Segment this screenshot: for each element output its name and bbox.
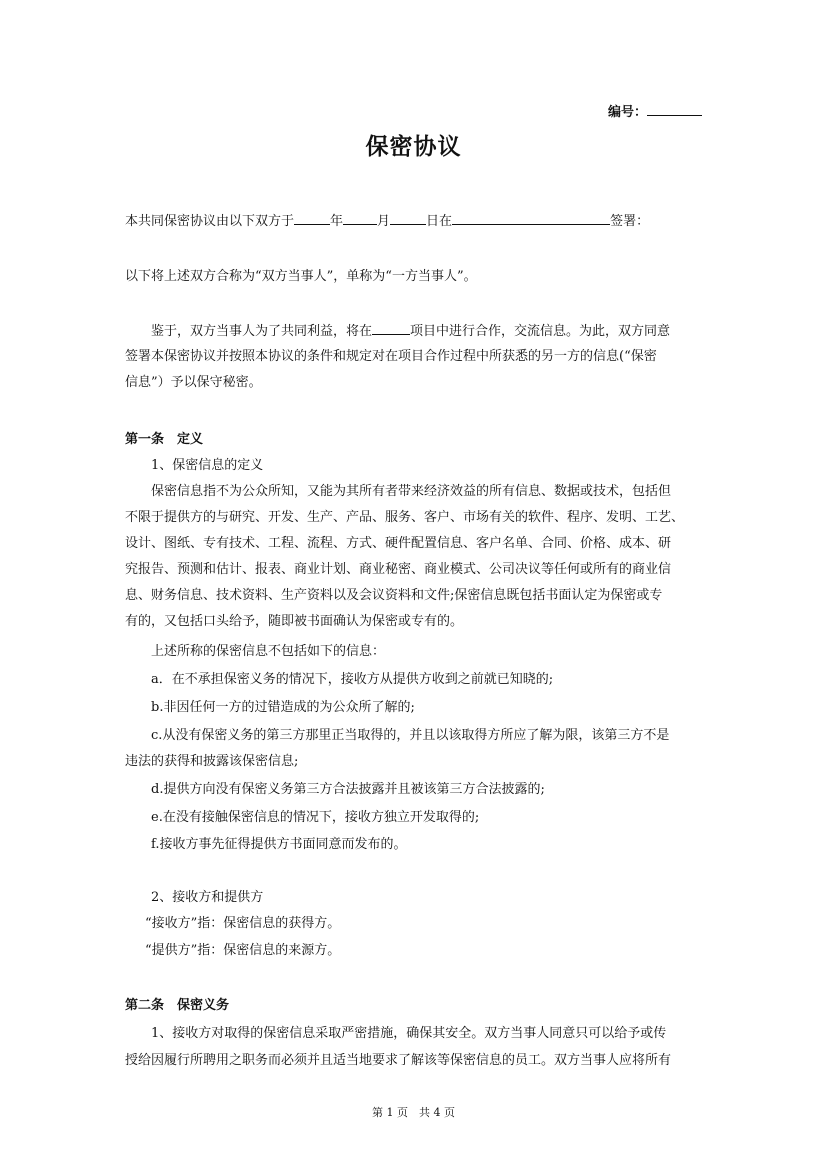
exclusion-item-b: b.非因任何一方的过错造成的为公众所了解的; xyxy=(151,700,415,715)
intro-paragraph-3-line-3: 信息”）予以保守秘密。 xyxy=(125,375,262,390)
article-1-heading: 第一条 定义 xyxy=(125,432,204,447)
intro-paragraph-3-line-2: 签署本保密协议并按照本协议的条件和规定对在项目合作过程中所获悉的另一方的信息(“保密 xyxy=(125,349,657,364)
year-blank xyxy=(294,212,330,225)
intro-paragraph-3-line-1 xyxy=(151,320,670,339)
serial-number xyxy=(608,101,702,120)
month-blank xyxy=(343,212,377,225)
article-2-heading: 第二条 保密义务 xyxy=(125,998,230,1013)
page-footer: 第 1 页 共 4 页 xyxy=(372,1106,455,1119)
document-title: 保密协议 xyxy=(365,133,462,160)
intro-paragraph-1 xyxy=(125,210,649,229)
serial-label: 编号： xyxy=(607,105,647,120)
exclusions-intro: 上述所称的保密信息不包括如下的信息： xyxy=(151,644,386,659)
exclusion-item-a: a．在不承担保密义务的情况下，接收方从提供方收到之前就已知晓的; xyxy=(151,672,554,687)
exclusion-item-e: e.在没有接触保密信息的情况下，接收方独立开发取得的; xyxy=(151,810,480,825)
paragraph-line: 不限于提供方的与研究、开发、生产、产品、服务、客户、市场有关的软件、程序、发明、工艺、 xyxy=(125,510,685,525)
project-blank xyxy=(372,322,410,335)
year-label: 年 xyxy=(330,214,344,229)
article-1-section-1-title: 1、保密信息的定义 xyxy=(151,458,264,473)
day-blank xyxy=(390,212,426,225)
day-label: 日在 xyxy=(426,214,453,229)
exclusion-item-f: f.接收方事先征得提供方书面同意而发布的。 xyxy=(151,837,407,852)
paragraph-line: 有的，又包括口头给予，随即被书面确认为保密或专有的。 xyxy=(125,614,464,629)
definition-receiver: “接收方”指：保密信息的获得方。 xyxy=(145,916,341,931)
definition-provider: “提供方”指：保密信息的来源方。 xyxy=(145,943,341,958)
paragraph-line: 设计、图纸、专有技术、工程、流程、方式、硬件配置信息、客户名单、合同、价格、成本、研 xyxy=(125,536,672,551)
paragraph-line: 究报告、预测和估计、报表、商业计划、商业秘密、商业模式、公司决议等任何或所有的商业信 xyxy=(125,562,672,577)
paragraph-line: 授给因履行所聘用之职务而必须并且适当地要求了解该等保密信息的员工。双方当事人应将所有 xyxy=(125,1053,672,1068)
exclusion-item-d: d.提供方向没有保密义务第三方合法披露并且被该第三方合法披露的; xyxy=(151,782,545,797)
month-label: 月 xyxy=(377,214,391,229)
intro-paragraph-2: 以下将上述双方合称为“双方当事人”，单称为“一方当事人”。 xyxy=(125,269,477,284)
paragraph-line: 息、财务信息、技术资料、生产资料以及会议资料和文件;保密信息既包括书面认定为保密或专 xyxy=(125,588,663,603)
serial-blank xyxy=(647,101,702,116)
sign-label: 签署： xyxy=(610,214,650,229)
place-blank xyxy=(452,212,610,225)
exclusion-item-c-line-2: 违法的获得和披露该保密信息; xyxy=(125,754,299,769)
article-1-section-2-title: 2、接收方和提供方 xyxy=(151,890,264,905)
intro-text: 鉴于，双方当事人为了共同利益，将在 xyxy=(151,324,373,339)
intro-text: 本共同保密协议由以下双方于 xyxy=(125,214,295,229)
paragraph-line: 保密信息指不为公众所知，又能为其所有者带来经济效益的所有信息、数据或技术，包括但 xyxy=(151,484,672,499)
paragraph-line: 1、接收方对取得的保密信息采取严密措施，确保其安全。双方当事人同意只可以给予或传 xyxy=(151,1026,667,1041)
exclusion-item-c-line-1: c.从没有保密义务的第三方那里正当取得的，并且以该取得方所应了解为限，该第三方不是 xyxy=(151,728,670,743)
intro-text: 项目中进行合作，交流信息。为此，双方同意 xyxy=(410,324,671,339)
